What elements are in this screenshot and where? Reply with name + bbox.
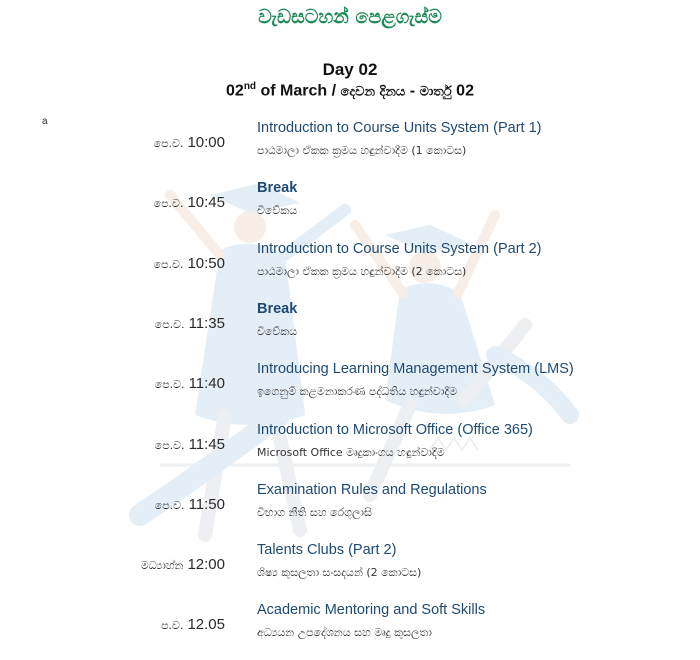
time-value: 11:50 [188, 495, 225, 513]
time-value: 11:45 [188, 435, 225, 453]
date-month: of March / [256, 82, 341, 100]
time-value: 11:35 [188, 314, 225, 332]
schedule-row [0, 482, 700, 532]
schedule-row [0, 241, 700, 291]
schedule-time [155, 375, 225, 392]
time-prefix: පෙ.ව. [154, 498, 185, 512]
time-value: 10:50 [187, 254, 225, 272]
time-value: 11:40 [188, 375, 225, 393]
time-prefix: මධ්‍යාහ්න [140, 559, 184, 573]
session-title-sinhala: විවේකය [257, 204, 298, 218]
date-sinhala: දෙවන දිනය - මාර්තු [340, 84, 452, 100]
stray-mark: a [42, 116, 48, 127]
session-title-sinhala: ඉගෙනුම් කළමනාකරණ පද්ධතිය හඳුන්වාදීම [257, 385, 458, 399]
session-title-sinhala: ශිෂ්‍ය කුසලතා සංසදයන් (2 කොටස) [257, 566, 422, 580]
time-value: 12.05 [187, 616, 225, 634]
date-sinhala-number: 02 [451, 82, 474, 100]
session-title-sinhala: පාඨමාලා ඒකක ක්‍රමය හඳුන්වාදීම (1 කොටස) [257, 144, 467, 157]
session-title-english: Examination Rules and Regulations [257, 481, 487, 498]
date-line [0, 81, 700, 100]
time-value: 10:45 [187, 194, 225, 212]
time-prefix: පෙ.ව. [153, 257, 184, 271]
time-prefix: පෙ.ව. [153, 137, 184, 150]
schedule-row [0, 602, 700, 652]
session-title-sinhala: අධ්‍යයන උපදේශනය සහ මෘදු කුසලතා [257, 626, 432, 640]
schedule-row [0, 120, 700, 170]
time-prefix: පෙ.ව. [154, 438, 185, 452]
session-title-english: Introducing Learning Management System (LMS) [257, 361, 574, 378]
time-prefix: පෙ.ව. [153, 197, 184, 211]
session-title-english: Introduction to Course Units System (Part 1) [257, 120, 542, 136]
schedule-time [155, 436, 225, 453]
session-title-sinhala: විභාග නීති සහ රෙගුලාසි [257, 505, 372, 519]
time-value: 10:00 [187, 134, 225, 151]
time-prefix: ප.ව. [161, 619, 184, 633]
session-title-english: Academic Mentoring and Soft Skills [257, 602, 486, 619]
session-title-english: Introduction to Microsoft Office (Office 365) [257, 421, 533, 438]
schedule-time [155, 315, 225, 332]
schedule-time [154, 255, 225, 272]
session-title-english: Break [257, 300, 298, 317]
date-suffix: nd [243, 81, 257, 92]
schedule-time [154, 134, 225, 151]
date-number: 02 [226, 82, 244, 100]
schedule-row [0, 542, 700, 592]
session-title-english: Talents Clubs (Part 2) [257, 542, 397, 559]
schedule-time [161, 616, 225, 633]
session-title-sinhala: Microsoft Office මෘදුකාංගය හඳුන්වාදීම [257, 445, 445, 459]
time-prefix: පෙ.ව. [154, 317, 185, 331]
schedule-time [141, 556, 225, 573]
session-title-english: Break [257, 180, 298, 197]
schedule-time [155, 496, 225, 513]
time-value: 12:00 [187, 556, 225, 574]
schedule-row [0, 361, 700, 411]
time-prefix: පෙ.ව. [154, 378, 185, 392]
schedule-time [154, 194, 225, 211]
session-title-sinhala: විවේකය [257, 324, 298, 338]
schedule-row [0, 301, 700, 351]
programme-title: වැඩසටහන් පෙළගැස්ම [258, 6, 442, 28]
day-title: Day 02 [322, 60, 378, 79]
session-title-english: Introduction to Course Units System (Part 2) [257, 240, 542, 257]
session-title-sinhala: පාඨමාලා ඒකක ක්‍රමය හඳුන්වාදීම (2 කොටස) [257, 264, 467, 278]
schedule-row [0, 180, 700, 230]
schedule-row [0, 422, 700, 472]
